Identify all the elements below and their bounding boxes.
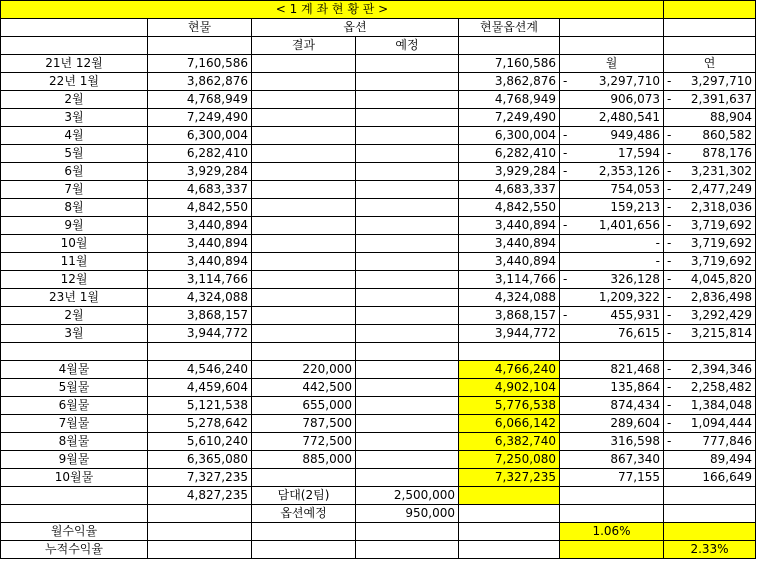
row-label: 5월: [1, 145, 148, 163]
header-month: 월: [560, 55, 664, 73]
planned-cell: [356, 199, 459, 217]
result-cell: [252, 145, 356, 163]
monthly-change-cell-value: 316,598: [610, 434, 660, 448]
result-cell: [252, 307, 356, 325]
yearly-change-cell-sign: -: [667, 434, 672, 448]
header-year: 연: [664, 55, 756, 73]
empty-cell: [459, 541, 560, 559]
table-row: [1, 235, 756, 253]
table-row: [1, 397, 756, 415]
empty-cell: [560, 505, 664, 523]
option-plan-value: 950,000: [356, 505, 459, 523]
monthly-change-cell-sign: -: [563, 308, 568, 322]
row-label: 8월: [1, 199, 148, 217]
yearly-change-cell-value: 3,292,429: [690, 308, 752, 322]
yearly-change-cell-value: 89,494: [710, 452, 752, 466]
monthly-change-cell-value: 76,615: [618, 326, 660, 340]
monthly-change-cell-value: 2,353,126: [598, 164, 660, 178]
row-label: 6월물: [1, 397, 148, 415]
yearly-change-cell: [664, 235, 756, 253]
yearly-change-cell-sign: -: [667, 218, 672, 232]
empty-cell: [252, 541, 356, 559]
year-yellow-cell: [664, 523, 756, 541]
row-label: 3월: [1, 325, 148, 343]
combined-empty-yellow: [459, 487, 560, 505]
spot-cell: 3,440,894: [148, 235, 252, 253]
combined-cell: 3,868,157: [459, 307, 560, 325]
result-cell: [252, 127, 356, 145]
planned-cell: [356, 307, 459, 325]
yearly-change-cell: [664, 451, 756, 469]
table-row: [1, 361, 756, 379]
monthly-change-cell: [560, 307, 664, 325]
result-cell: [252, 325, 356, 343]
spot-cell: 3,862,876: [148, 73, 252, 91]
result-cell: [252, 217, 356, 235]
combined-cell: 6,066,142: [459, 415, 560, 433]
yearly-change-cell: [664, 91, 756, 109]
monthly-change-cell: [560, 199, 664, 217]
spot-cell: 3,944,772: [148, 325, 252, 343]
header-spot: 현물: [148, 19, 252, 37]
board-title: < 1 계 좌 현 황 판 >: [1, 1, 664, 19]
header-combined: 현물옵션계: [459, 19, 560, 37]
monthly-change-cell: [560, 415, 664, 433]
spot-cell: 3,929,284: [148, 163, 252, 181]
empty-cell: [459, 523, 560, 541]
result-cell: 220,000: [252, 361, 356, 379]
row-label: 7월: [1, 181, 148, 199]
planned-cell: [356, 91, 459, 109]
combined-cell: 3,440,894: [459, 235, 560, 253]
monthly-change-cell-value: 77,155: [618, 470, 660, 484]
empty-cell: [1, 505, 148, 523]
combined-cell: 3,944,772: [459, 325, 560, 343]
combined-cell: 6,382,740: [459, 433, 560, 451]
monthly-change-cell-value: -: [655, 254, 660, 268]
row-label: 5월물: [1, 379, 148, 397]
monthly-change-cell-value: 906,073: [610, 92, 660, 106]
row-label: 22년 1월: [1, 73, 148, 91]
yearly-change-cell-value: 4,045,820: [690, 272, 752, 286]
empty-cell: [664, 343, 756, 361]
monthly-change-cell-sign: -: [563, 74, 568, 88]
spot-cell: 5,610,240: [148, 433, 252, 451]
monthly-change-cell: [560, 127, 664, 145]
yearly-change-cell: [664, 217, 756, 235]
yearly-change-cell: [664, 289, 756, 307]
combined-cell: 3,440,894: [459, 217, 560, 235]
table-row: [1, 451, 756, 469]
monthly-change-cell-value: 821,468: [610, 362, 660, 376]
planned-cell: [356, 325, 459, 343]
result-cell: [252, 253, 356, 271]
yearly-change-cell-value: 3,231,302: [690, 164, 752, 178]
table-row: [1, 307, 756, 325]
extra-spot-cell: 4,827,235: [148, 487, 252, 505]
table-row: [1, 433, 756, 451]
table-row: [1, 469, 756, 487]
spot-cell: 6,365,080: [148, 451, 252, 469]
monthly-change-cell-value: 754,053: [610, 182, 660, 196]
yearly-change-cell-sign: -: [667, 416, 672, 430]
collateral-value: 2,500,000: [356, 487, 459, 505]
combined-cell: 7,249,490: [459, 109, 560, 127]
yearly-change-cell-sign: -: [667, 254, 672, 268]
yearly-change-cell: [664, 361, 756, 379]
monthly-change-cell-value: 455,931: [610, 308, 660, 322]
yearly-change-cell-value: 3,719,692: [690, 254, 752, 268]
yearly-change-cell: [664, 379, 756, 397]
row-label: 2월: [1, 307, 148, 325]
empty-cell: [148, 343, 252, 361]
yearly-change-cell: [664, 253, 756, 271]
yearly-change-cell-sign: -: [667, 398, 672, 412]
header-planned: 예정: [356, 37, 459, 55]
spot-cell: 4,768,949: [148, 91, 252, 109]
spot-cell: 7,327,235: [148, 469, 252, 487]
row-label: 8월물: [1, 433, 148, 451]
result-cell: 885,000: [252, 451, 356, 469]
table-row: [1, 127, 756, 145]
table-row: [1, 73, 756, 91]
yearly-change-cell: [664, 181, 756, 199]
table-row: [1, 163, 756, 181]
yearly-change-cell-value: 3,215,814: [690, 326, 752, 340]
yearly-change-cell-sign: -: [667, 200, 672, 214]
combined-cell: 4,324,088: [459, 289, 560, 307]
monthly-change-cell-value: 159,213: [610, 200, 660, 214]
combined-cell: 4,768,949: [459, 91, 560, 109]
empty-cell: [148, 523, 252, 541]
cumulative-return-label: 누적수익율: [1, 541, 148, 559]
monthly-change-cell: [560, 181, 664, 199]
yearly-change-cell-sign: -: [667, 272, 672, 286]
month-yellow-cell: [560, 541, 664, 559]
spot-cell: 3,440,894: [148, 253, 252, 271]
monthly-change-cell: [560, 433, 664, 451]
table-row: [1, 55, 756, 73]
row-label: 12월: [1, 271, 148, 289]
planned-cell: [356, 181, 459, 199]
empty-cell: [356, 523, 459, 541]
yearly-change-cell-value: 3,297,710: [690, 74, 752, 88]
empty-cell: [148, 505, 252, 523]
yearly-change-cell-value: 878,176: [702, 146, 752, 160]
monthly-change-cell: [560, 469, 664, 487]
table-row: [1, 91, 756, 109]
spot-cell: 4,842,550: [148, 199, 252, 217]
spot-cell: 3,868,157: [148, 307, 252, 325]
yearly-change-cell-value: 2,318,036: [690, 200, 752, 214]
spot-cell: 4,459,604: [148, 379, 252, 397]
yearly-change-cell-sign: -: [667, 236, 672, 250]
monthly-change-cell-value: 1,209,322: [598, 290, 660, 304]
spot-cell: 4,324,088: [148, 289, 252, 307]
combined-cell: 6,282,410: [459, 145, 560, 163]
spot-cell: 4,546,240: [148, 361, 252, 379]
table-row: [1, 253, 756, 271]
row-label: 10월: [1, 235, 148, 253]
yearly-change-cell-value: 2,394,346: [690, 362, 752, 376]
monthly-change-cell: [560, 271, 664, 289]
empty-cell: [664, 505, 756, 523]
yearly-change-cell: [664, 307, 756, 325]
yearly-change-cell-sign: -: [667, 164, 672, 178]
result-cell: 442,500: [252, 379, 356, 397]
row-label: 11월: [1, 253, 148, 271]
monthly-change-cell-value: 326,128: [610, 272, 660, 286]
yearly-change-cell-sign: -: [667, 92, 672, 106]
title-corner-cell: [664, 1, 756, 19]
row-label: 10월물: [1, 469, 148, 487]
result-cell: [252, 235, 356, 253]
empty-cell: [1, 343, 148, 361]
row-label: 23년 1월: [1, 289, 148, 307]
collateral-label: 담대(2팀): [252, 487, 356, 505]
monthly-change-cell: [560, 325, 664, 343]
result-cell: [252, 55, 356, 73]
planned-cell: [356, 55, 459, 73]
row-label: 21년 12월: [1, 55, 148, 73]
planned-cell: [356, 73, 459, 91]
empty-cell: [560, 487, 664, 505]
yearly-change-cell: [664, 271, 756, 289]
monthly-change-cell-value: 867,340: [610, 452, 660, 466]
yearly-change-cell-sign: -: [667, 362, 672, 376]
table-row: [1, 415, 756, 433]
planned-cell: [356, 253, 459, 271]
monthly-change-cell-value: 17,594: [618, 146, 660, 160]
planned-cell: [356, 469, 459, 487]
spot-cell: 5,278,642: [148, 415, 252, 433]
combined-cell: 7,250,080: [459, 451, 560, 469]
yearly-change-cell-value: 2,258,482: [690, 380, 752, 394]
result-cell: [252, 199, 356, 217]
planned-cell: [356, 145, 459, 163]
yearly-change-cell-value: 3,719,692: [690, 218, 752, 232]
result-cell: [252, 109, 356, 127]
table-row: [1, 325, 756, 343]
row-label: 4월물: [1, 361, 148, 379]
monthly-change-cell-value: 1,401,656: [598, 218, 660, 232]
table-row: [1, 289, 756, 307]
combined-cell: 3,862,876: [459, 73, 560, 91]
yearly-change-cell: [664, 325, 756, 343]
result-cell: 787,500: [252, 415, 356, 433]
monthly-change-cell: [560, 73, 664, 91]
planned-cell: [356, 397, 459, 415]
combined-cell: 7,160,586: [459, 55, 560, 73]
combined-cell: 3,929,284: [459, 163, 560, 181]
planned-cell: [356, 289, 459, 307]
result-cell: [252, 181, 356, 199]
empty-cell: [148, 541, 252, 559]
combined-cell: 7,327,235: [459, 469, 560, 487]
monthly-change-cell-sign: -: [563, 128, 568, 142]
planned-cell: [356, 379, 459, 397]
planned-cell: [356, 433, 459, 451]
monthly-change-cell: [560, 91, 664, 109]
yearly-change-cell: [664, 145, 756, 163]
planned-cell: [356, 109, 459, 127]
planned-cell: [356, 235, 459, 253]
yearly-change-cell-value: 2,836,498: [690, 290, 752, 304]
yearly-change-cell-value: 2,477,249: [690, 182, 752, 196]
spot-cell: 5,121,538: [148, 397, 252, 415]
yearly-change-cell-sign: -: [667, 182, 672, 196]
combined-cell: 4,683,337: [459, 181, 560, 199]
monthly-change-cell-value: 874,434: [610, 398, 660, 412]
table-row: [1, 271, 756, 289]
result-cell: 772,500: [252, 433, 356, 451]
combined-cell: 5,776,538: [459, 397, 560, 415]
empty-cell: [459, 343, 560, 361]
monthly-return-value: 1.06%: [560, 523, 664, 541]
table-row: [1, 145, 756, 163]
empty-cell: [356, 541, 459, 559]
yearly-change-cell-sign: -: [667, 326, 672, 340]
spot-cell: 4,683,337: [148, 181, 252, 199]
combined-cell: 4,766,240: [459, 361, 560, 379]
row-label: 2월: [1, 91, 148, 109]
planned-cell: [356, 217, 459, 235]
row-label: 9월물: [1, 451, 148, 469]
monthly-change-cell: [560, 235, 664, 253]
result-cell: [252, 73, 356, 91]
table-row: [1, 199, 756, 217]
combined-cell: 3,114,766: [459, 271, 560, 289]
planned-cell: [356, 451, 459, 469]
monthly-change-cell: [560, 163, 664, 181]
combined-cell: 3,440,894: [459, 253, 560, 271]
monthly-change-cell-value: 289,604: [610, 416, 660, 430]
monthly-change-cell-sign: -: [563, 164, 568, 178]
yearly-change-cell: [664, 397, 756, 415]
monthly-change-cell-sign: -: [563, 218, 568, 232]
yearly-change-cell-sign: -: [667, 128, 672, 142]
row-label: 3월: [1, 109, 148, 127]
planned-cell: [356, 415, 459, 433]
planned-cell: [356, 361, 459, 379]
empty-cell: [664, 487, 756, 505]
spot-cell: 6,282,410: [148, 145, 252, 163]
header-option: 옵션: [252, 19, 459, 37]
monthly-change-cell-value: 3,297,710: [598, 74, 660, 88]
planned-cell: [356, 127, 459, 145]
spot-cell: 7,249,490: [148, 109, 252, 127]
yearly-change-cell-sign: -: [667, 380, 672, 394]
empty-cell: [560, 343, 664, 361]
monthly-change-cell-value: -: [655, 236, 660, 250]
result-cell: 655,000: [252, 397, 356, 415]
row-label: 9월: [1, 217, 148, 235]
yearly-change-cell-sign: -: [667, 290, 672, 304]
yearly-change-cell: [664, 469, 756, 487]
yearly-change-cell: [664, 73, 756, 91]
table-row: [1, 109, 756, 127]
monthly-change-cell: [560, 109, 664, 127]
cumulative-return-value: 2.33%: [664, 541, 756, 559]
yearly-change-cell-value: 2,391,637: [690, 92, 752, 106]
combined-cell: 6,300,004: [459, 127, 560, 145]
monthly-change-cell-value: 2,480,541: [598, 110, 660, 124]
empty-cell: [252, 343, 356, 361]
yearly-change-cell: [664, 415, 756, 433]
spot-cell: 3,114,766: [148, 271, 252, 289]
result-cell: [252, 271, 356, 289]
spot-cell: 7,160,586: [148, 55, 252, 73]
monthly-change-cell: [560, 217, 664, 235]
combined-cell: 4,902,104: [459, 379, 560, 397]
spot-cell: 3,440,894: [148, 217, 252, 235]
planned-cell: [356, 271, 459, 289]
monthly-change-cell-value: 135,864: [610, 380, 660, 394]
yearly-change-cell-value: 1,384,048: [690, 398, 752, 412]
monthly-change-cell: [560, 361, 664, 379]
table-row: [1, 379, 756, 397]
planned-cell: [356, 163, 459, 181]
yearly-change-cell: [664, 433, 756, 451]
option-plan-label: 옵션예정: [252, 505, 356, 523]
empty-cell: [1, 487, 148, 505]
monthly-change-cell: [560, 397, 664, 415]
yearly-change-cell-sign: -: [667, 146, 672, 160]
monthly-change-cell: [560, 379, 664, 397]
empty-cell: [459, 505, 560, 523]
empty-cell: [356, 343, 459, 361]
empty-cell: [252, 523, 356, 541]
yearly-change-cell-value: 88,904: [710, 110, 752, 124]
monthly-return-label: 월수익율: [1, 523, 148, 541]
monthly-change-cell-sign: -: [563, 146, 568, 160]
yearly-change-cell: [664, 127, 756, 145]
yearly-change-cell-value: 777,846: [702, 434, 752, 448]
row-label: 7월물: [1, 415, 148, 433]
spot-cell: 6,300,004: [148, 127, 252, 145]
yearly-change-cell-value: 1,094,444: [690, 416, 752, 430]
combined-cell: 4,842,550: [459, 199, 560, 217]
yearly-change-cell: [664, 109, 756, 127]
monthly-change-cell-sign: -: [563, 272, 568, 286]
monthly-change-cell-value: 949,486: [610, 128, 660, 142]
header-result: 결과: [252, 37, 356, 55]
monthly-change-cell: [560, 289, 664, 307]
result-cell: [252, 469, 356, 487]
monthly-change-cell: [560, 145, 664, 163]
yearly-change-cell: [664, 199, 756, 217]
result-cell: [252, 163, 356, 181]
table-row: [1, 217, 756, 235]
monthly-change-cell: [560, 451, 664, 469]
yearly-change-cell: [664, 163, 756, 181]
result-cell: [252, 289, 356, 307]
yearly-change-cell-value: 3,719,692: [690, 236, 752, 250]
table-row: [1, 181, 756, 199]
row-label: 4월: [1, 127, 148, 145]
yearly-change-cell-sign: -: [667, 308, 672, 322]
yearly-change-cell-value: 166,649: [702, 470, 752, 484]
yearly-change-cell-sign: -: [667, 74, 672, 88]
result-cell: [252, 91, 356, 109]
monthly-change-cell: [560, 253, 664, 271]
row-label: 6월: [1, 163, 148, 181]
yearly-change-cell-value: 860,582: [702, 128, 752, 142]
